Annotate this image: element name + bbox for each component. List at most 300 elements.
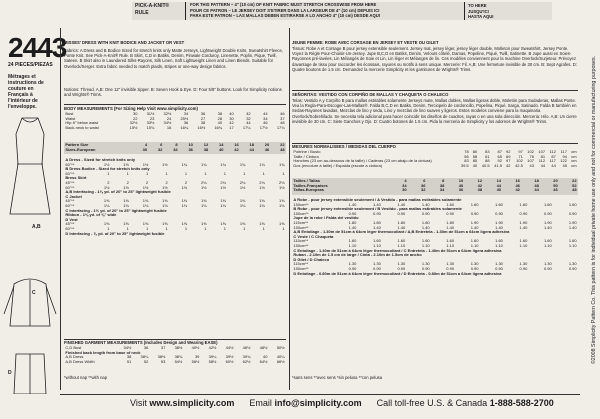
cell-value: 1⅜ (181, 198, 188, 204)
cell-value: 0.90 (568, 210, 577, 216)
cell-value: 30 (402, 187, 407, 193)
cell-value: 0.90 (495, 210, 503, 216)
cell-value: 1⅝ (142, 221, 149, 227)
cell-value: 1⅝ (181, 221, 188, 227)
cell-value: 1⅜ (123, 198, 129, 204)
cell-value: 0.90 (348, 265, 357, 271)
cell-value: 1.40 (348, 201, 357, 207)
row-label: 150cm** (293, 210, 309, 216)
cell-value: 46 (280, 111, 285, 116)
row-label: 150cm** (293, 201, 309, 207)
cell-value: 1 (243, 225, 246, 231)
cell-value: 48 (280, 146, 285, 152)
row-label: Sizes-European (65, 146, 96, 152)
row-label: 60"** (65, 170, 75, 176)
cell-value: 50½ (276, 345, 285, 350)
cell-value: 36 (183, 120, 189, 126)
cell-value: 1.10 (519, 242, 528, 248)
cell-value: 1½ (123, 184, 129, 190)
dress-front-drawing (10, 118, 50, 214)
cell-value: 1½ (200, 184, 207, 190)
cell-value: 1½ (103, 184, 110, 190)
cell-value: 1¾ (279, 161, 285, 167)
cell-value: 1⅝ (220, 221, 226, 227)
cell-value: 1¾ (220, 161, 226, 167)
table-row (64, 360, 286, 365)
cell-value: 0.90 (421, 265, 430, 271)
cell-value: 2⅛ (200, 179, 207, 185)
cell-value: 1.40 (421, 201, 430, 207)
cell-value: 1⅝ (239, 221, 246, 227)
cell-value: 40.5 (481, 162, 490, 168)
unit-label: cm (571, 153, 577, 159)
cell-value: 1 (126, 225, 129, 231)
cell-value: 0.90 (348, 210, 357, 216)
finished-measurements-table (64, 346, 286, 364)
cell-value: 38 (477, 187, 483, 193)
row-label: B Dress Bodice - Sized for stretch knits only (65, 166, 150, 172)
cell-value: 1 (146, 225, 149, 231)
row-label: Tallas-Europeas (293, 187, 324, 193)
cell-value: 1⅝ (200, 221, 207, 227)
cell-value: 0.90 (519, 265, 528, 271)
cell-value: 38 (200, 120, 206, 126)
cell-value: 28 (217, 115, 223, 121)
cell-value: 32 (421, 187, 426, 193)
cell-value: 18 (249, 142, 254, 147)
unit-label: cm (571, 158, 577, 164)
cell-value: 1.40 (397, 201, 406, 207)
view-label-d: D (8, 370, 12, 376)
cell-value: 18 (534, 178, 539, 183)
cell-value: 17¼ (242, 124, 251, 130)
cell-value: 40 (458, 182, 464, 188)
to-here-label: TO HERE (468, 3, 487, 8)
row-label: 45"** (65, 198, 75, 204)
cell-value: 38 (439, 182, 445, 188)
cell-value: 1 (204, 225, 207, 231)
copyright-text: ©2008 Simplicity Pattern Co. This pattern is for individual private home use only and not for commercial or manufacturing purposes. (591, 55, 597, 365)
row-label: Tailles-Françaises (293, 182, 328, 188)
cell-value: 6 (160, 142, 163, 147)
cell-value: 16 (515, 178, 520, 183)
cell-value: 1.60 (519, 201, 528, 207)
cell-value: 46 (264, 146, 270, 152)
cell-value: 1⅝ (103, 221, 110, 227)
cell-value: 1.40 (421, 224, 430, 230)
cell-value: 64½ (259, 358, 268, 364)
row-label: C Jacket (65, 193, 82, 199)
cell-value: 1⅛ (103, 202, 110, 208)
row-label: 60"** (65, 184, 75, 190)
cell-value: 33½ (146, 120, 155, 126)
cell-value: 38 (203, 146, 209, 152)
table-row (64, 148, 286, 153)
cell-value: 1.60 (495, 201, 503, 207)
email-link[interactable]: info@simplicity.com (274, 398, 362, 408)
cell-value: 1.30 (495, 261, 503, 267)
french-instructions-note: Métrages et instructions de couture en Français à l'intérieur de l'enveloppe. (8, 74, 44, 110)
cell-value: 1 (146, 170, 149, 176)
metric-yardage-table (292, 198, 578, 276)
cell-value: 58½ (208, 358, 217, 364)
cell-value: 1.60 (446, 201, 455, 207)
cell-value: 0.90 (470, 210, 479, 216)
cell-value: 32½ (129, 120, 138, 126)
cell-value: 56½ (191, 358, 200, 364)
cell-value: 0.90 (421, 210, 430, 216)
cell-value: 1½ (259, 184, 265, 190)
row-label: Jupe de la robe / Falda del vestido (293, 215, 359, 221)
cell-value: 1⅜ (142, 198, 149, 204)
row-label: A Dress - Sized for stretch knits only (65, 157, 136, 162)
cell-value: 23 (149, 115, 155, 121)
cell-value: 0.90 (446, 210, 455, 216)
cell-value: 2⅛ (279, 179, 285, 185)
cell-value: 1 (107, 225, 110, 231)
cell-value: 58 (472, 153, 478, 159)
cell-value: 10 (188, 142, 193, 147)
spanish-rule (292, 90, 578, 91)
cell-value: 122 (560, 158, 567, 164)
cell-value: 1.60 (470, 238, 479, 244)
cell-value: 22 (132, 115, 138, 121)
cell-value: 12 (477, 178, 483, 183)
cell-value: 1.10 (348, 242, 357, 248)
cell-value: 8 (442, 178, 445, 183)
cell-value: 42 (506, 162, 511, 168)
cell-value: 46½ (242, 345, 251, 350)
cell-value: 30 (142, 146, 148, 152)
cell-value: 117 (549, 158, 556, 164)
cell-value: 1 (184, 170, 188, 176)
cell-value: 44 (496, 182, 502, 188)
cell-value: 1.60 (421, 238, 430, 244)
cell-value: 0.90 (495, 265, 503, 271)
cell-value: 1.10 (446, 242, 455, 248)
row-label: C,D Bust (65, 345, 82, 350)
row-label: D Entoilage - 0.80m de 51cm à 64cm léger thermocollant / D Entretela - 0.80m de 51cm a 64cm ligera adhesiva (293, 270, 502, 276)
cell-value: 17 (229, 124, 234, 130)
cell-value: 92 (506, 149, 511, 154)
cell-value: 34 (402, 182, 407, 188)
jusqu-ici-label: JUSQU'ICI (468, 8, 489, 14)
english-footnote: *without nap **with nap (64, 375, 108, 380)
cell-value: 46 (553, 187, 558, 193)
cell-value: 78 (464, 149, 469, 154)
cell-value: 1⅛ (162, 202, 168, 208)
cell-value: 48½ (259, 345, 268, 350)
cell-value: 1.40 (568, 224, 577, 230)
cell-value: 37 (160, 345, 166, 350)
english-notions: Notions: Thread. A,B: One 12" invisible zipper. B: Seven Hook & Eye. D: Four 5/8" buttons. Look for Simplicity notions and Wrights® Trims. (64, 87, 282, 98)
call-label: Call toll-free U.S. & Canada (376, 398, 488, 408)
cell-value: 1¾ (200, 161, 207, 167)
cell-value: 44 (263, 111, 268, 116)
cell-value: 1.10 (470, 242, 479, 248)
cell-value: 1.30 (348, 261, 357, 267)
row-label: 60"** (65, 202, 75, 208)
cell-value: 1.80 (446, 219, 455, 225)
cell-value: 39 (194, 354, 200, 360)
table-row (64, 126, 286, 131)
metric-measurements-table (292, 150, 578, 168)
cell-value: 1.80 (397, 219, 406, 225)
cell-value: 2⅛ (220, 179, 226, 185)
cell-value: 88 (485, 158, 490, 164)
row-label: Pattern Size (65, 142, 89, 147)
cell-value: 1⅛ (259, 202, 265, 208)
row-label: Dos (encolure à taille) / Espalda (escote a cintura) (293, 162, 383, 168)
cell-value: 85 (472, 158, 478, 164)
cell-value: 48 (572, 187, 577, 193)
cell-value: 1 (282, 225, 285, 231)
row-label: Hanches (23 cm au-dessous de la taille) / Caderas (23 cm abajo de la cintura) (293, 158, 432, 164)
cell-value: 1.60 (543, 238, 552, 244)
cell-value: 1½ (181, 184, 188, 190)
cell-value: 1⅛ (142, 202, 149, 208)
cell-value: 51 (126, 358, 132, 364)
cell-value: 46 (263, 120, 268, 126)
cell-value: 1 (165, 225, 168, 231)
cell-value: 1⅝ (123, 221, 129, 227)
cell-value: 34 (263, 115, 268, 121)
row-label: B Robe - pour jersey extensible seulement / B Vestido - para mallas estirables solamente (293, 206, 462, 212)
cell-value: 102 (527, 149, 534, 154)
cell-value: 31½ (146, 111, 155, 116)
cell-value: 1.80 (421, 219, 430, 225)
cell-value: 36 (458, 187, 464, 193)
cell-value: 43 (529, 162, 534, 168)
unit-label: cm (571, 149, 577, 154)
cell-value: 0.90 (397, 265, 406, 271)
rule-label: RULE (135, 10, 149, 16)
cell-value: 38½ (174, 345, 183, 350)
metric-footnote: *sans sens **avec sens *sin pelusa **con pelusa (292, 375, 383, 380)
cell-value: 1.60 (568, 201, 577, 207)
cell-value: 1 (204, 170, 207, 176)
cell-value: 36 (143, 345, 149, 350)
row-label: 115cm** (293, 261, 309, 267)
cell-value: 36 (421, 182, 426, 188)
row-label: 60"** (65, 225, 75, 231)
metric-size-table (292, 179, 578, 193)
email-label: Email (249, 398, 272, 408)
cell-value: 56 (464, 153, 469, 159)
cell-value: 1⅛ (123, 202, 129, 208)
cell-value: 1 (223, 225, 226, 231)
cell-value: 17½ (259, 124, 268, 130)
body-meas-title: BODY MEASUREMENTS (For Sizing Help Visit www.simplicity.com) (64, 106, 198, 111)
row-label: A,B Dress (65, 354, 84, 360)
row-label: C Entoilage - 1.40m de 51cm à 64cm léger thermocollant / C Entretela - 1.40m de 51cm a 64cm ligera adhesiva (293, 247, 502, 253)
cell-value: 1.30 (470, 261, 479, 267)
cell-value: 87 (551, 153, 556, 159)
phone-number[interactable]: 1-888-588-2700 (489, 398, 554, 408)
cell-value: 40 (229, 111, 234, 116)
cell-value: 42 (234, 146, 239, 152)
cell-value: 40 (496, 187, 502, 193)
cell-value: 1.40 (373, 224, 381, 230)
cell-value: 32½ (163, 111, 172, 116)
cell-value: 92 (497, 158, 502, 164)
body-meas-rule (64, 104, 286, 105)
row-label: A,B Interfacing - 1⅜ yd. of 20" to 25" lightweight fusible (65, 189, 171, 195)
row-label: Ruban - 2.10m de 1.5 cm de large / Cinta - 2.10m de 1.5cm de ancho (293, 252, 422, 258)
cell-value: 1⅛ (220, 202, 226, 208)
cell-value: 112 (538, 158, 546, 164)
cell-value: 40 (472, 162, 478, 168)
cell-value: 1⅝ (279, 221, 285, 227)
cell-value: 69 (506, 153, 511, 159)
cell-value: 1.30 (543, 261, 552, 267)
cell-value: 1.40 (543, 224, 552, 230)
cell-value: 0.90 (519, 210, 528, 216)
cell-value: 0.90 (543, 210, 552, 216)
row-label: 45"** (65, 221, 75, 227)
cell-value: 52 (143, 358, 149, 364)
cell-value: 1.90 (568, 219, 577, 225)
cell-value: 32 (246, 115, 251, 121)
cell-value: 1 (107, 170, 110, 176)
cell-value: 1.60 (519, 238, 528, 244)
table-row (292, 164, 578, 169)
cell-value: 1.30 (519, 261, 528, 267)
cell-value: 1.10 (543, 242, 552, 248)
pattern-size-table (64, 143, 286, 152)
stretch-rule-es: PARA ESTE PATRON – LAS MALLAS DEBEN ESTIRARSE A LO ANCHO 4" (10 cm) DESDE AQUI (190, 13, 380, 18)
cell-value: 16½ (197, 124, 206, 130)
cell-value: 1½ (142, 161, 149, 167)
row-label: Bress Skirt (65, 175, 87, 181)
cell-value: 44 (540, 162, 546, 168)
row-label: Poitrine / Busto (293, 149, 321, 154)
cell-value: 39.5 (460, 162, 469, 168)
row-label: Tailles / Tallas (293, 178, 320, 183)
cell-value: 44 (246, 120, 251, 126)
cell-value: 42 (229, 120, 234, 126)
cell-value: 81 (540, 153, 546, 159)
cell-value: 30 (132, 111, 138, 116)
cell-value: 1.10 (421, 242, 430, 248)
cell-value: 1.30 (421, 261, 430, 267)
cell-value: 1½ (239, 184, 246, 190)
cell-value: 0.90 (470, 265, 479, 271)
row-label: 45"** (65, 179, 75, 185)
cell-value: 1½ (162, 184, 168, 190)
hasta-aqui-label: HASTA AQUI (468, 14, 494, 19)
cell-value: 1.60 (373, 238, 381, 244)
website-link[interactable]: www.simplicity.com (149, 398, 235, 408)
cell-value: 52 (572, 182, 577, 188)
cell-value: 60½ (225, 358, 234, 364)
cell-value: 42 (515, 187, 520, 193)
cell-value: 30 (229, 115, 234, 121)
cell-value: 1.40 (495, 224, 503, 230)
row-label: Taille / Cintura (293, 153, 319, 159)
cell-value: 1¾ (181, 161, 188, 167)
cell-value: 44 (551, 162, 556, 168)
piece-count: 24 PIECES/PIEZAS (8, 62, 53, 68)
row-label: A Robe - pour jersey extensible seulement / A Vestido - para mallas estirables solamente (293, 197, 462, 202)
cell-value: 32 (157, 146, 163, 152)
cell-value: 1.60 (568, 238, 577, 244)
row-label: 150cm** (293, 265, 309, 271)
cell-value: 38½ (157, 354, 166, 360)
cell-value: 2 (107, 179, 110, 185)
cell-value: 76 (529, 153, 534, 159)
cell-value: 1⅜ (239, 198, 246, 204)
row-label: Back-neck to waist (65, 124, 99, 130)
stretch-rule-fr: POUR CE PATRON – LE JERSEY DOIT S'ETIRER DANS LA LARGEUR DE 4" (10 cm) DEPUIS ICI (190, 7, 380, 13)
pick-a-knit-label: PICK-A-KNIT® (135, 3, 170, 9)
cell-value: 2 (126, 179, 129, 185)
cell-value: 40 (218, 146, 224, 152)
english-fabrics: Fabrics: A Dress and B Bodice Sized for stretch knits only Matte Jerseys, Lightweight Double Knits, Sweatshirt Fleece, Ponte Knit. See Pick-A-Knit® Rule. B Skirt, C,D in Batiks, Denim, Pinwale Corduroy, Linenette, Poplin, Pique, Twill, Sateen. B Skirt also in Laundered Silks-Rayons, Silk Linen, Soft Lightweight Linen and Linen Blends. Suitable for Overlock/Serger. Extra fabric needed to match plaids, stripes or one-way design fabrics. (64, 48, 284, 69)
finished-title: FINISHED GARMENT MEASUREMENTS (Includes Design and Wearing EASE) (64, 340, 218, 345)
cell-value: 1⅜ (220, 198, 226, 204)
cell-value: 39¼ (208, 354, 217, 360)
cell-value: 15½ (129, 124, 138, 130)
cell-value: 37 (280, 115, 285, 121)
cell-value: 45 (562, 162, 567, 168)
cell-value: 61 (485, 153, 490, 159)
cell-value: 4 (404, 178, 407, 183)
cell-value: 1⅜ (259, 198, 265, 204)
cell-value: 1 (243, 170, 246, 176)
cell-value: 42 (477, 182, 483, 188)
cell-value: 1.90 (519, 219, 528, 225)
cell-value: 34½ (123, 345, 132, 350)
left-divider (60, 28, 61, 390)
cell-value: 1⅝ (259, 221, 265, 227)
row-label: D Interfacing - ⅞ yd. of 20" to 25" lightweight fusible (65, 230, 165, 236)
cell-value: 1½ (220, 184, 226, 190)
cell-value: 1⅛ (200, 202, 207, 208)
spanish-text: Telas: Vestido A y Corpiño B para mallas estirables solamente Jerseys mate, Mallas dobles, Mallas ligeras doble, Moletón para Sudaderas, Mallas Ponte. Vea la Regla-Para-Escoger-Las-Mallas®. Falda B,C,D en Batiks, Denim, Terciopelo de cordoncillo, Popelina, Piqué, Sarga, Satinado. Falda B también en Sedas-Rayones lavadas, Mezclas de lino y seda, Lino y mezclas de lino suaves y ligeros. Estos modelos conviene para la maquinaria Overlock/Sobrehilado. Se necesita tela adicional para hacer coincidir los diseños de cuadros, rayas o en una sola dirección. Merceria: Hilo. A,B: Un cierre invisible de 30 cm. C: Siete Ganchos y Ojo. D: Cuatro botones de 1.5 cm. Pida la merceria de Simplicity y los adornos de Wrights® Trims. (292, 98, 577, 124)
cell-value: 1.30 (397, 261, 406, 267)
cell-value: 2 (184, 179, 188, 185)
cell-value: 0.90 (373, 265, 381, 271)
row-label: Bust (65, 111, 74, 116)
cell-value: 41.5 (494, 162, 502, 168)
cell-value: 22 (572, 178, 577, 183)
cell-value: 38¾ (174, 354, 183, 360)
cell-value: 42.5 (515, 162, 523, 168)
cell-value: 53 (160, 358, 166, 364)
cell-value: 48 (280, 120, 285, 126)
french-title: JEUNE FEMME: ROBE AVEC CORSAGE EN JERSEY ET VESTE OU GILET (292, 40, 439, 45)
cell-value: 4 (144, 142, 148, 147)
cell-value: 1.40 (446, 224, 455, 230)
cell-value: 1½ (279, 184, 285, 190)
footer-line (130, 398, 554, 408)
row-label: 115cm** (293, 238, 309, 244)
cell-value: 1.40 (470, 224, 479, 230)
cell-value: 83 (485, 149, 490, 154)
middle-divider (289, 28, 290, 390)
row-label: D Gilet / D Chaleco (293, 256, 330, 262)
cell-value: 12 (203, 142, 209, 147)
row-label: 115cm** (293, 219, 309, 225)
cell-value: 39½ (225, 354, 234, 360)
rule-end-mark (464, 2, 465, 20)
cell-value: 40¼ (276, 354, 285, 360)
pattern-number: 2443 (8, 32, 67, 63)
cell-value: 1.60 (397, 238, 406, 244)
cell-value: 107 (527, 158, 534, 164)
cell-value: 44 (249, 146, 254, 152)
